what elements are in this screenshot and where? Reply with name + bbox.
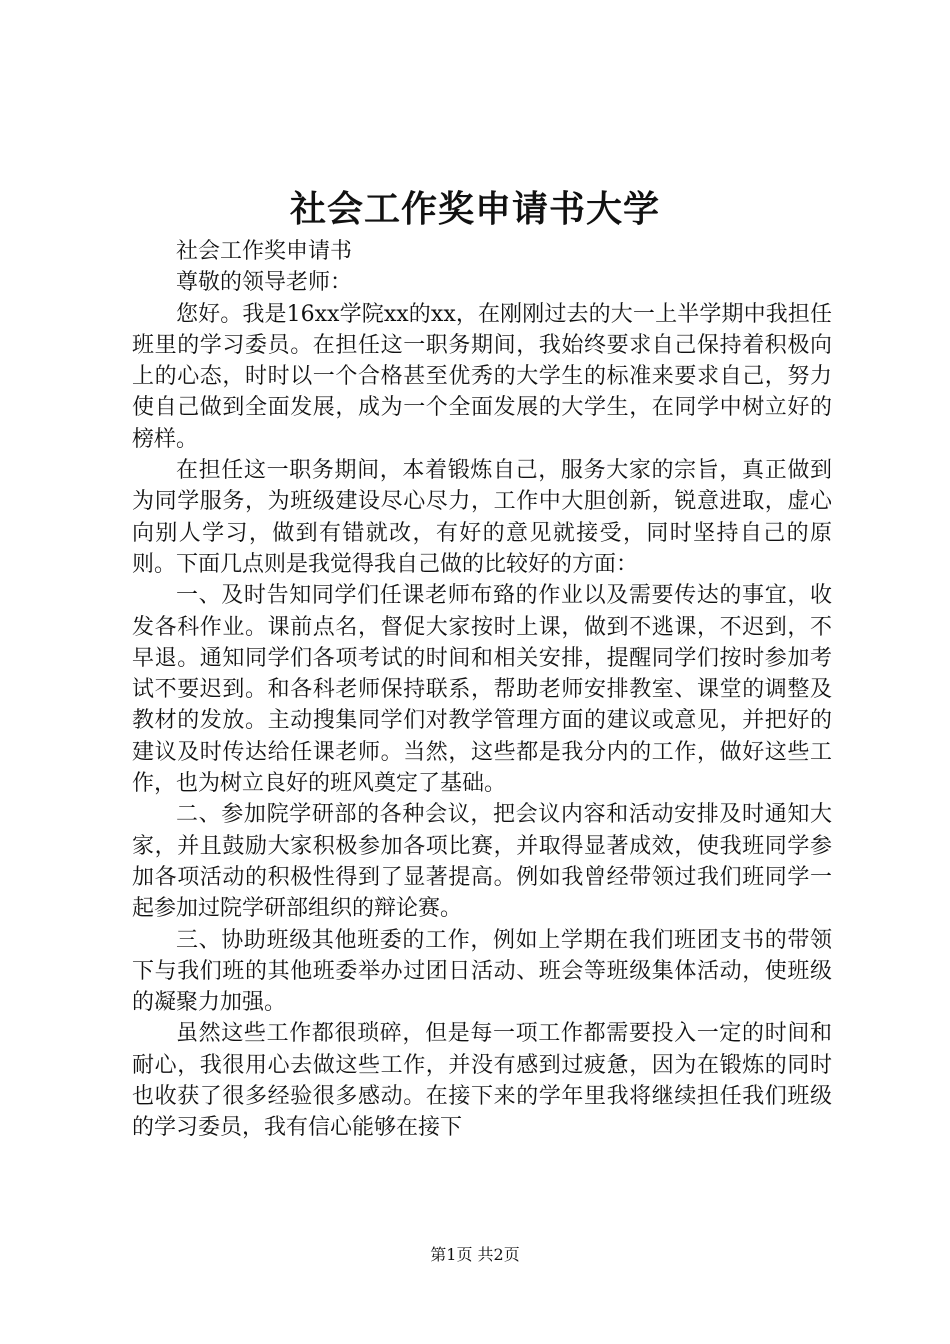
document-body	[132, 236, 832, 1144]
paragraph-point-one: 一、及时告知同学们任课老师布臵的作业以及需要传达的事宜，收发各科作业。课前点名，督促大家按时上课，做到不逃课，不迟到，不早退。通知同学们各项考试的时间和相关安排，提醒同学们按时参加考试不要迟到。和各科老师保持联系，帮助老师安排教室、课堂的调整及教材的发放。主动搜集同学们对教学管理方面的建议或意见，并把好的建议及时传达给任课老师。当然，这些都是我分内的工作，做好这些工作，也为树立良好的班风奠定了基础。	[132, 583, 832, 797]
paragraph-duty-overview: 在担任这一职务期间，本着锻炼自己，服务大家的宗旨，真正做到为同学服务，为班级建设尽心尽力，工作中大胆创新，锐意进取，虚心向别人学习，做到有错就改，有好的意见就接受，同时坚持自己的原则。下面几点则是我觉得我自己做的比较好的方面：	[132, 458, 832, 577]
paragraph-point-two: 二、参加院学研部的各种会议，把会议内容和活动安排及时通知大家，并且鼓励大家积极参加各项比赛，并取得显著成效，使我班同学参加各项活动的积极性得到了显著提高。例如我曾经带领过我们班同学一起参加过院学研部组织的辩论赛。	[132, 802, 832, 922]
paragraph-point-three: 三、协助班级其他班委的工作，例如上学期在我们班团支书的带领下与我们班的其他班委举办过团日活动、班会等班级集体活动，使班级的凝聚力加强。	[132, 927, 832, 1016]
paragraph-closing: 虽然这些工作都很琐碎，但是每一项工作都需要投入一定的时间和耐心，我很用心去做这些工作，并没有感到过疲惫，因为在锻炼的同时也收获了很多经验很多感动。在接下来的学年里我将继续担任我们班级的学习委员，我有信心能够在接下	[132, 1021, 832, 1141]
paragraph-salutation: 尊敬的领导老师：	[176, 270, 353, 296]
document-title: 社会工作奖申请书大学	[289, 188, 660, 230]
page-number-footer: 第1页 共2页	[430, 1245, 520, 1264]
paragraph-intro: 您好。我是16xx学院xx的xx，在刚刚过去的大一上半学期中我担任班里的学习委员。在担任这一职务期间，我始终要求自己保持着积极向上的心态，时时以一个合格甚至优秀的大学生的标准来要求自己，努力使自己做到全面发展，成为一个全面发展的大学生，在同学中树立好的榜样。	[132, 301, 832, 452]
paragraph-heading: 社会工作奖申请书	[176, 239, 353, 264]
